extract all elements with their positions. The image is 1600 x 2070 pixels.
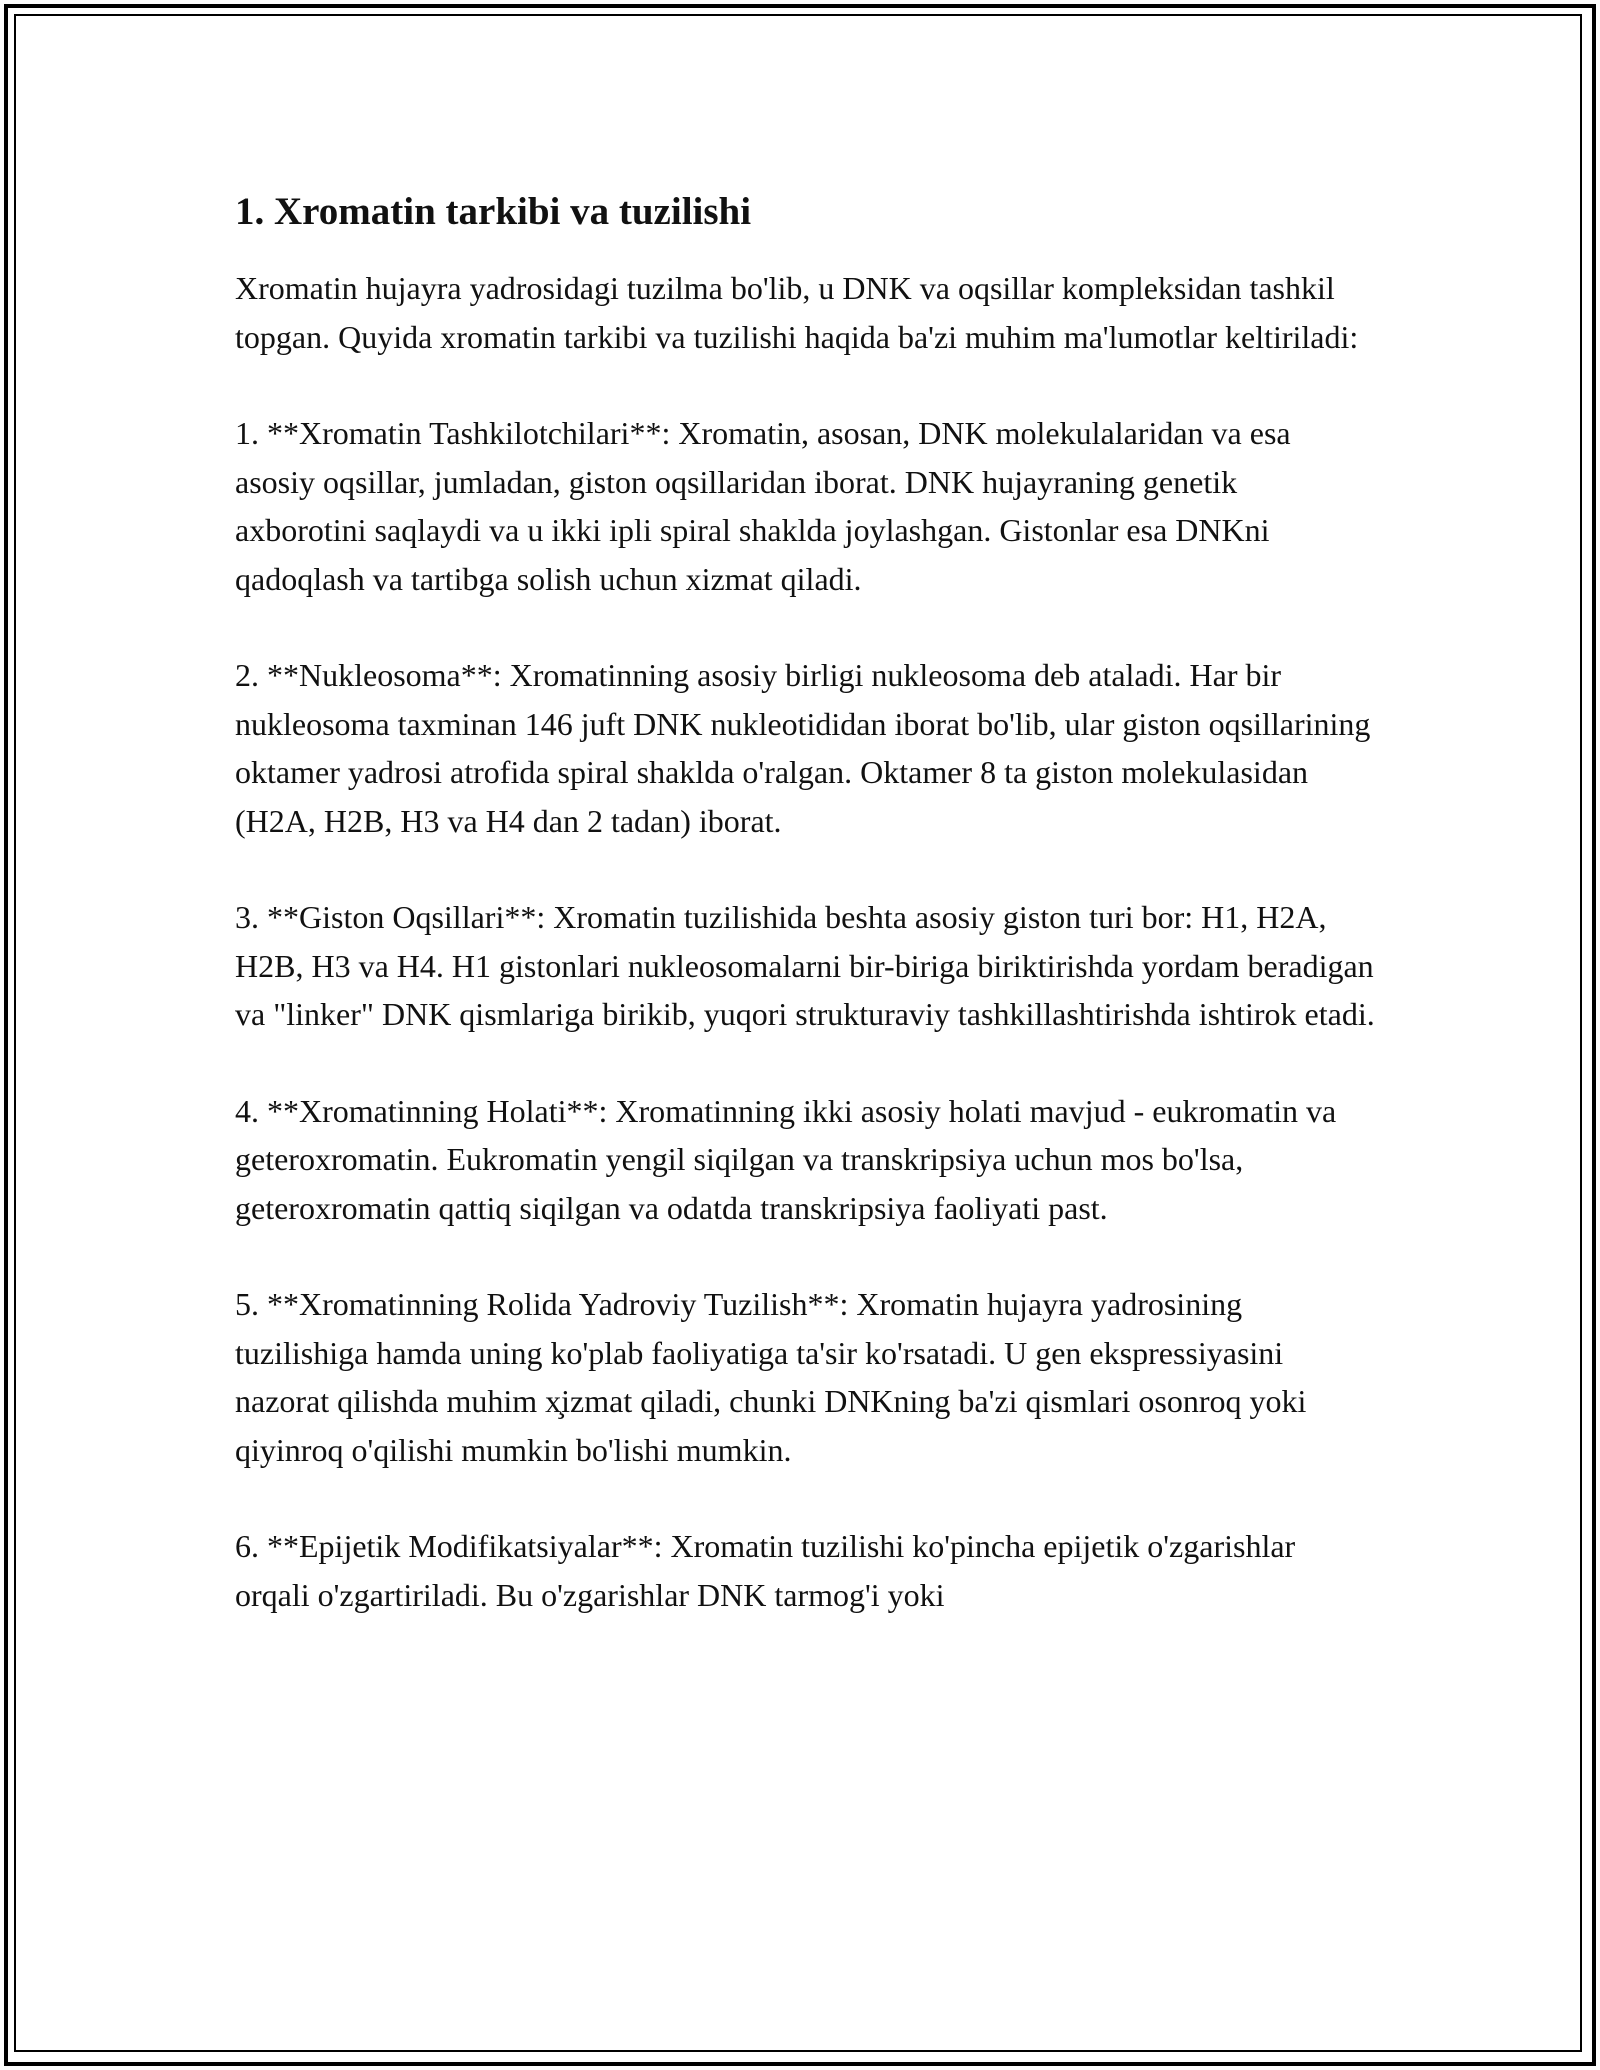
- paragraph-chromatin-states: 4. **Xromatinning Holati**: Xromatinning ikki asosiy holati mavjud - eukromatin va geteroxromatin. Eukromatin yengil siqilgan va transkripsiya uchun mos bo'lsa, geteroxromatin qattiq siqilgan va odatda transkripsiya faoliyati past.: [235, 1092, 1337, 1226]
- section-title: 1. Xromatin tarkibi va tuzilishi: [235, 190, 752, 233]
- paragraph-chromatin-organizers: 1. **Xromatin Tashkilotchilari**: Xromatin, asosan, DNK molekulalaridan va esa asosiy oqsillar, jumladan, giston oqsillaridan iborat. DNK hujayraning genetik axborotini saqlaydi va u ikki ipli spiral shaklda joylashgan. Gistonlar esa DNKni qadoqlash va tartibga solish uchun xizmat qiladi.: [235, 415, 1291, 597]
- paragraph-nucleosome: 2. **Nukleosoma**: Xromatinning asosiy birligi nukleosoma deb ataladi. Har bir nukleosoma taxminan 146 juft DNK nukleotididan iborat bo'lib, ular giston oqsillarining oktamer yadrosi atrofida spiral shaklda o'ralgan. Oktamer 8 ta giston molekulasidan (H2A, H2B, H3 va H4 dan 2 tadan) iborat.: [235, 657, 1371, 839]
- paragraph-nuclear-structure: 5. **Xromatinning Rolida Yadroviy Tuzilish**: Xromatin hujayra yadrosining tuzilishiga hamda uning ko'plab faoliyatiga ta'sir ko'rsatadi. U gen ekspressiyasini nazorat qilishda muhim x̧izmat qiladi, chunki DNKning ba'zi qismlari osonroq yoki qiyinroq o'qilishi mumkin bo'lishi mumkin.: [235, 1286, 1307, 1468]
- paragraph-histone-proteins: 3. **Giston Oqsillari**: Xromatin tuzilishida beshta asosiy giston turi bor: H1, H2A, H2B, H3 va H4. H1 gistonlari nukleosomalarni bir-biriga biriktirishda yordam beradigan va "linker" DNK qismlariga birikib, yuqori strukturaviy tashkillashtirishda ishtirok etadi.: [235, 899, 1375, 1032]
- document-page: [235, 186, 1375, 1667]
- paragraph-epigenetic-modifications: 6. **Epijetik Modifikatsiyalar**: Xromatin tuzilishi ko'pincha epijetik o'zgarishlar orqali o'zgartiriladi. Bu o'zgarishlar DNK tarmog'i yoki: [235, 1528, 1296, 1613]
- intro-paragraph: Xromatin hujayra yadrosidagi tuzilma bo'lib, u DNK va oqsillar kompleksidan tashkil topgan. Quyida xromatin tarkibi va tuzilishi haqida ba'zi muhim ma'lumotlar keltiriladi:: [235, 270, 1359, 355]
